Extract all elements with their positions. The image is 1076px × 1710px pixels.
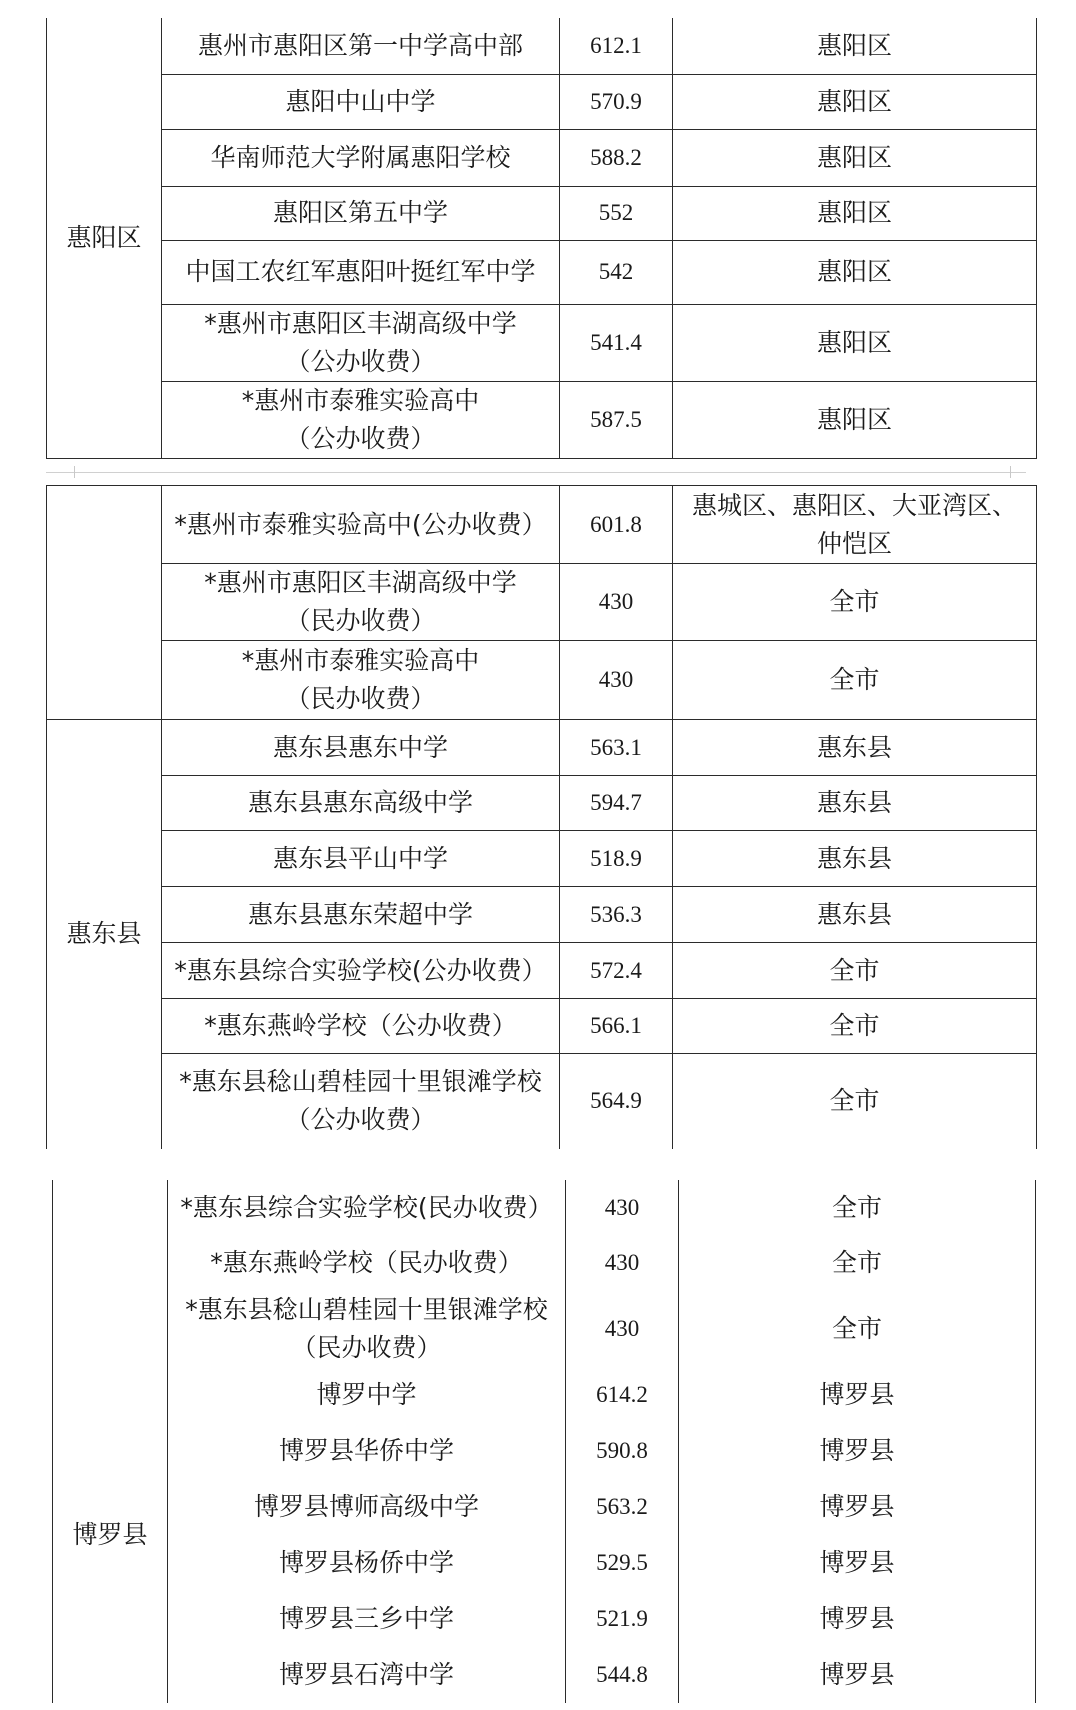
table-row <box>47 18 1037 74</box>
school-name-line: 惠州市惠阳区第一中学高中部 <box>197 30 523 60</box>
school-name-line: 博罗县石湾中学 <box>278 1660 454 1689</box>
enrollment-range-line: 惠东县 <box>816 732 892 762</box>
table-row <box>47 486 1037 564</box>
school-name-cell <box>162 831 560 887</box>
school-name-cell <box>162 186 560 240</box>
enrollment-range-cell <box>673 381 1037 458</box>
table-segment-huidong <box>46 485 1037 1149</box>
score-cell: 588.2 <box>560 129 673 186</box>
table-row <box>53 1479 1036 1535</box>
score-cell: 544.8 <box>566 1647 679 1703</box>
enrollment-range-line: 全市 <box>829 665 880 694</box>
school-name-cell <box>168 1235 566 1291</box>
enrollment-range-cell <box>673 999 1037 1054</box>
enrollment-range-line: 全市 <box>829 1011 880 1040</box>
school-name-cell <box>162 887 560 943</box>
school-name-line: （民办收费） <box>291 1333 442 1362</box>
score-cell: 614.2 <box>566 1367 679 1423</box>
enrollment-range-line: 惠阳区 <box>816 327 892 357</box>
table-row <box>53 1423 1036 1479</box>
score-cell: 430 <box>566 1180 679 1235</box>
school-name-cell <box>168 1180 566 1235</box>
score-cell: 430 <box>560 641 673 720</box>
school-name-line: *惠州市泰雅实验高中 <box>241 646 480 675</box>
enrollment-range-line: 惠阳区 <box>816 142 892 172</box>
table-row <box>53 1367 1036 1423</box>
enrollment-range-cell <box>673 18 1037 74</box>
table-row <box>53 1535 1036 1591</box>
enrollment-range-cell <box>679 1479 1036 1535</box>
school-name-cell <box>168 1423 566 1479</box>
school-name-line: *惠东燕岭学校（民办收费） <box>210 1248 523 1277</box>
score-cell: 566.1 <box>560 999 673 1054</box>
enrollment-range-line: 全市 <box>831 1192 882 1222</box>
enrollment-range-cell <box>673 887 1037 943</box>
enrollment-range-cell <box>679 1180 1036 1235</box>
score-cell: 612.1 <box>560 18 673 74</box>
school-name-line: *惠东县综合实验学校(民办收费） <box>180 1192 553 1222</box>
enrollment-range-cell <box>679 1591 1036 1647</box>
school-name-line: *惠州市惠阳区丰湖高级中学 <box>204 308 517 338</box>
score-cell: 541.4 <box>560 304 673 381</box>
page-divider-tick <box>74 466 75 478</box>
table-segment-boluo <box>52 1180 1036 1703</box>
school-name-line: 博罗县博师高级中学 <box>253 1492 479 1521</box>
school-name-cell <box>168 1535 566 1591</box>
score-cell: 572.4 <box>560 943 673 999</box>
score-cell: 570.9 <box>560 74 673 129</box>
table-row <box>47 74 1037 129</box>
score-cell: 529.5 <box>566 1535 679 1591</box>
school-name-line: 华南师范大学附属惠阳学校 <box>210 142 511 172</box>
table-row <box>47 304 1037 381</box>
school-name-line: 惠东县惠东中学 <box>272 732 448 762</box>
table-row <box>47 887 1037 943</box>
table-row <box>47 999 1037 1054</box>
table-segment-huiyang <box>46 18 1037 459</box>
school-name-line: （公办收费） <box>285 423 436 453</box>
enrollment-range-line: 博罗县 <box>819 1660 895 1689</box>
enrollment-range-line: 博罗县 <box>819 1492 895 1521</box>
table-row <box>53 1591 1036 1647</box>
table-row <box>47 720 1037 776</box>
score-cell: 563.2 <box>566 1479 679 1535</box>
school-name-line: *惠东县综合实验学校(公办收费） <box>174 955 547 985</box>
school-name-line: 博罗中学 <box>316 1380 417 1409</box>
score-cell: 587.5 <box>560 381 673 458</box>
enrollment-range-line: 惠阳区 <box>816 257 892 286</box>
enrollment-range-cell <box>679 1423 1036 1479</box>
table-row <box>47 776 1037 831</box>
enrollment-range-cell <box>673 304 1037 381</box>
school-name-cell <box>168 1479 566 1535</box>
enrollment-range-line: 博罗县 <box>819 1380 895 1409</box>
table-row <box>47 564 1037 641</box>
school-name-cell <box>162 18 560 74</box>
enrollment-range-cell <box>673 240 1037 304</box>
enrollment-range-cell <box>673 776 1037 831</box>
school-name-line: （公办收费） <box>285 346 436 376</box>
school-name-cell <box>162 776 560 831</box>
school-name-cell <box>162 240 560 304</box>
school-name-line: *惠州市泰雅实验高中(公办收费） <box>174 509 547 539</box>
school-name-cell <box>168 1591 566 1647</box>
enrollment-range-line: 仲恺区 <box>816 528 892 558</box>
enrollment-range-cell <box>679 1535 1036 1591</box>
school-name-line: （公办收费） <box>285 1105 436 1135</box>
table-row <box>47 381 1037 458</box>
table-row <box>47 1054 1037 1149</box>
school-name-line: 惠东县惠东荣超中学 <box>247 899 473 929</box>
school-name-cell <box>162 999 560 1054</box>
table-row <box>53 1180 1036 1235</box>
score-cell: 564.9 <box>560 1054 673 1149</box>
school-name-line: 惠阳区第五中学 <box>272 198 448 227</box>
table-row <box>47 240 1037 304</box>
school-name-line: 博罗县三乡中学 <box>278 1604 454 1633</box>
enrollment-range-cell <box>673 186 1037 240</box>
score-cell: 542 <box>560 240 673 304</box>
score-cell: 430 <box>566 1291 679 1367</box>
school-name-cell <box>162 943 560 999</box>
enrollment-range-line: 博罗县 <box>819 1436 895 1465</box>
district-cell <box>53 1180 168 1367</box>
district-cell: 惠东县 <box>47 720 162 1149</box>
school-name-cell <box>162 720 560 776</box>
enrollment-range-line: 全市 <box>829 955 880 985</box>
enrollment-range-line: 惠阳区 <box>816 198 892 227</box>
table-row <box>53 1647 1036 1703</box>
school-name-line: 博罗县华侨中学 <box>278 1436 454 1465</box>
score-cell: 601.8 <box>560 486 673 564</box>
school-name-cell <box>168 1291 566 1367</box>
score-cell: 518.9 <box>560 831 673 887</box>
table-row <box>53 1235 1036 1291</box>
school-name-line: 中国工农红军惠阳叶挺红军中学 <box>185 257 536 286</box>
enrollment-range-cell <box>673 564 1037 641</box>
school-name-line: 惠东县惠东高级中学 <box>247 788 473 817</box>
school-name-line: *惠东县稔山碧桂园十里银滩学校 <box>179 1067 542 1097</box>
enrollment-range-cell <box>679 1235 1036 1291</box>
school-name-line: 博罗县杨侨中学 <box>278 1548 454 1577</box>
enrollment-range-line: 惠城区、惠阳区、大亚湾区、 <box>691 490 1017 520</box>
enrollment-range-cell <box>673 129 1037 186</box>
enrollment-range-cell <box>673 943 1037 999</box>
table-row <box>47 186 1037 240</box>
table-row <box>47 129 1037 186</box>
enrollment-range-cell <box>673 74 1037 129</box>
school-name-line: （民办收费） <box>285 606 436 635</box>
enrollment-range-line: 全市 <box>831 1248 882 1277</box>
enrollment-range-cell <box>679 1647 1036 1703</box>
enrollment-range-line: 惠东县 <box>816 788 892 817</box>
enrollment-range-cell <box>673 1054 1037 1149</box>
table-row <box>47 831 1037 887</box>
enrollment-range-line: 博罗县 <box>819 1548 895 1577</box>
enrollment-range-cell <box>673 641 1037 720</box>
school-name-line: （民办收费） <box>285 684 436 713</box>
enrollment-range-cell <box>673 486 1037 564</box>
district-cell: 惠阳区 <box>47 18 162 458</box>
school-name-cell <box>162 564 560 641</box>
enrollment-range-line: 全市 <box>829 587 880 616</box>
enrollment-range-cell <box>673 831 1037 887</box>
school-name-cell <box>162 1054 560 1149</box>
enrollment-range-line: 全市 <box>831 1314 882 1343</box>
enrollment-range-line: 博罗县 <box>819 1604 895 1633</box>
score-cell: 521.9 <box>566 1591 679 1647</box>
school-name-cell <box>162 381 560 458</box>
score-cell: 552 <box>560 186 673 240</box>
page-divider-tick <box>1010 466 1011 478</box>
enrollment-range-cell <box>673 720 1037 776</box>
enrollment-range-line: 全市 <box>829 1086 880 1116</box>
enrollment-range-cell <box>679 1367 1036 1423</box>
school-name-line: 惠东县平山中学 <box>272 843 448 873</box>
school-name-cell <box>162 74 560 129</box>
school-name-cell <box>162 129 560 186</box>
page-divider <box>46 472 1026 473</box>
district-cell: 博罗县 <box>53 1367 168 1703</box>
enrollment-range-line: 惠东县 <box>816 899 892 929</box>
school-name-line: *惠东县稔山碧桂园十里银滩学校 <box>185 1295 548 1324</box>
school-name-cell <box>162 641 560 720</box>
school-name-cell <box>162 304 560 381</box>
school-name-cell <box>168 1367 566 1423</box>
school-name-line: 惠阳中山中学 <box>285 86 436 116</box>
table-row <box>47 641 1037 720</box>
enrollment-range-line: 惠阳区 <box>816 30 892 60</box>
enrollment-range-line: 惠阳区 <box>816 86 892 116</box>
score-cell: 536.3 <box>560 887 673 943</box>
school-name-line: *惠州市泰雅实验高中 <box>241 385 480 415</box>
table-row <box>47 943 1037 999</box>
school-name-cell <box>168 1647 566 1703</box>
enrollment-range-cell <box>679 1291 1036 1367</box>
score-cell: 594.7 <box>560 776 673 831</box>
score-cell: 590.8 <box>566 1423 679 1479</box>
school-name-cell <box>162 486 560 564</box>
school-name-line: *惠东燕岭学校（公办收费） <box>204 1011 517 1040</box>
enrollment-range-line: 惠东县 <box>816 843 892 873</box>
enrollment-range-line: 惠阳区 <box>816 404 892 434</box>
score-cell: 430 <box>566 1235 679 1291</box>
district-cell <box>47 486 162 720</box>
score-cell: 563.1 <box>560 720 673 776</box>
score-cell: 430 <box>560 564 673 641</box>
school-name-line: *惠州市惠阳区丰湖高级中学 <box>204 568 517 597</box>
table-row <box>53 1291 1036 1367</box>
